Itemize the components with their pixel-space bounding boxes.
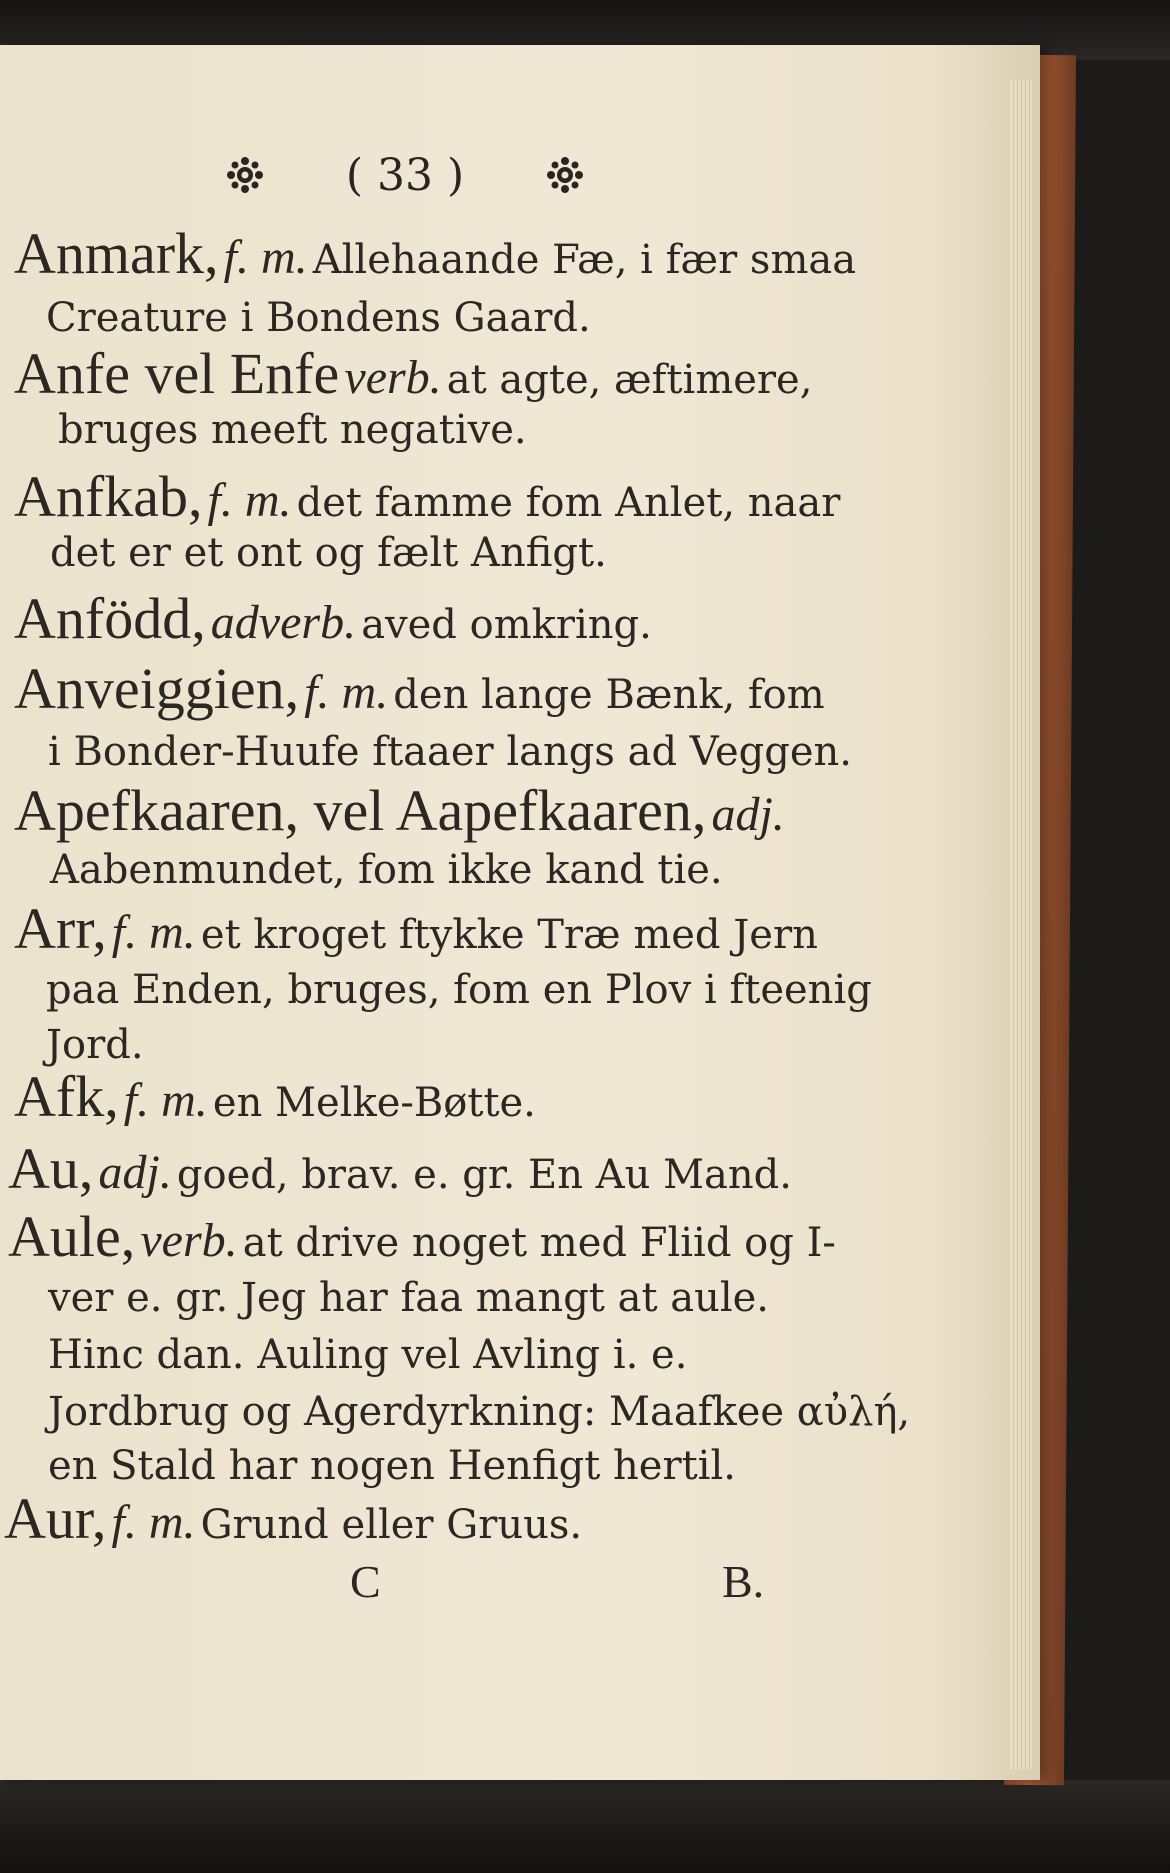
entry-continuation: paa Enden, bruges, fom en Plov i fteenig: [46, 967, 872, 1013]
entry-definition: at drive noget med Fliid og I-: [242, 1220, 836, 1266]
entry-definition: goed, brav. e. gr. En Au Mand.: [176, 1152, 792, 1198]
entry-grammar: f. m.: [111, 1496, 196, 1549]
entry-headword: Arr,: [14, 896, 107, 961]
entry-headword: Aur,: [4, 1486, 107, 1551]
ornament-icon: [545, 155, 585, 195]
backdrop-bottom: [0, 1780, 1170, 1873]
entry-headword: Anfödd,: [14, 586, 206, 651]
entry-grammar: f. m.: [223, 231, 308, 284]
dictionary-entry: [4, 1486, 1004, 1551]
entry-continuation: Aabenmundet, fom ikke kand tie.: [50, 847, 723, 893]
entry-continuation: bruges meeft negative.: [58, 407, 527, 453]
dictionary-entry: [14, 586, 1014, 651]
entry-headword: Apefkaaren, vel Aapefkaaren,: [14, 778, 707, 843]
page-header: [225, 145, 585, 205]
entry-continuation: Creature i Bondens Gaard.: [46, 295, 591, 341]
entry-grammar: f. m.: [123, 1074, 208, 1127]
entry-continuation: ver e. gr. Jeg har faa mangt at aule.: [48, 1275, 770, 1321]
entry-definition: den lange Bænk, fom: [393, 672, 825, 718]
entry-grammar: f. m.: [304, 666, 389, 719]
dictionary-entry: [14, 221, 1014, 286]
entry-grammar: verb.: [140, 1214, 238, 1267]
entry-definition: et kroget ftykke Træ med Jern: [200, 912, 818, 958]
entry-continuation: en Stald har nogen Henfigt hertil.: [48, 1443, 736, 1489]
entry-continuation: det er et ont og fælt Anfigt.: [50, 530, 607, 576]
dictionary-entry: [8, 1204, 1008, 1269]
entry-continuation: Hinc dan. Auling vel Avling i. e.: [48, 1332, 688, 1378]
entry-headword: Anfe vel Enfe: [14, 341, 340, 406]
dictionary-entry: [14, 896, 1014, 961]
entry-grammar: verb.: [344, 351, 442, 404]
dictionary-entry: [14, 464, 1014, 529]
signature-mark: C: [350, 1556, 381, 1607]
dictionary-entry: [14, 656, 1014, 721]
entry-headword: Afk,: [14, 1064, 119, 1129]
entry-continuation: Jord.: [46, 1022, 144, 1068]
dictionary-entry: [14, 341, 1014, 406]
ornament-icon: [225, 155, 265, 195]
entry-definition: Grund eller Gruus.: [200, 1502, 583, 1548]
dictionary-entry: [14, 778, 1014, 843]
dictionary-entry: [8, 1136, 1008, 1201]
entry-definition: aved omkring.: [361, 602, 652, 648]
entry-continuation: Jordbrug og Agerdyrkning: Maafkee αὐλή,: [48, 1389, 911, 1435]
entry-grammar: adj.: [711, 788, 785, 841]
entry-headword: Anveiggien,: [14, 656, 300, 721]
entry-grammar: f. m.: [111, 906, 196, 959]
page-number: ( 33 ): [345, 149, 465, 201]
entry-continuation: i Bonder-Huufe ftaaer langs ad Veggen.: [48, 729, 853, 775]
entry-definition: at agte, æftimere,: [446, 357, 813, 403]
catchword: B.: [722, 1556, 765, 1607]
entry-grammar: adj.: [98, 1146, 172, 1199]
entry-headword: Au,: [8, 1136, 94, 1201]
entry-grammar: adverb.: [210, 596, 357, 649]
entry-definition: en Melke-Bøtte.: [212, 1080, 536, 1126]
entry-headword: Aule,: [8, 1204, 136, 1269]
entry-headword: Anmark,: [14, 221, 219, 286]
entry-definition: Allehaande Fæ, i fær smaa: [312, 237, 857, 283]
entry-definition: det famme fom Anlet, naar: [296, 480, 841, 526]
entry-grammar: f. m.: [207, 474, 292, 527]
entry-headword: Anfkab,: [14, 464, 203, 529]
dictionary-entry: [14, 1064, 1014, 1129]
